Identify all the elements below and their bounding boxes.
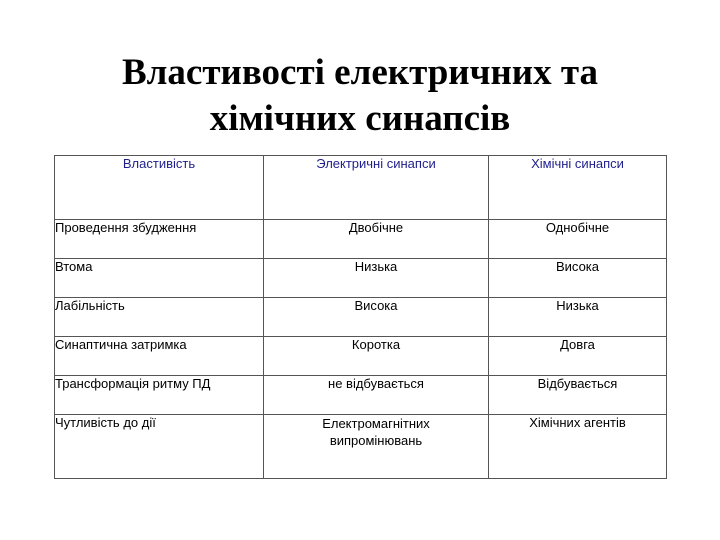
slide-title-line-1: Властивості електричних та	[121, 52, 599, 93]
cell-chemical: Низька	[489, 298, 667, 337]
cell-property: Проведення збудження	[55, 220, 264, 259]
cell-property: Трансформація ритму ПД	[55, 376, 264, 415]
header-property: Властивість	[55, 156, 264, 220]
header-electrical: Электричні синапси	[264, 156, 489, 220]
table-row	[55, 337, 667, 376]
cell-property: Чутливість до дії	[55, 415, 264, 479]
cell-chemical: Відбувається	[489, 376, 667, 415]
table-row	[55, 376, 667, 415]
table-header-row	[55, 156, 667, 220]
cell-electrical: Двобічне	[264, 220, 489, 259]
cell-property: Лабільність	[55, 298, 264, 337]
cell-chemical: Однобічне	[489, 220, 667, 259]
cell-electrical	[264, 415, 489, 479]
table-row	[55, 259, 667, 298]
table-row	[55, 415, 667, 479]
table-row	[55, 298, 667, 337]
cell-property: Синаптична затримка	[55, 337, 264, 376]
slide-title-line-2: хімічних синапсів	[209, 98, 511, 139]
cell-electrical: Коротка	[264, 337, 489, 376]
cell-chemical: Довга	[489, 337, 667, 376]
cell-chemical: Висока	[489, 259, 667, 298]
cell-chemical: Хімічних агентів	[489, 415, 667, 479]
cell-electrical: Низька	[264, 259, 489, 298]
table-row	[55, 220, 667, 259]
header-chemical: Хімічні синапси	[489, 156, 667, 220]
synapse-properties-table	[54, 155, 667, 479]
cell-property: Втома	[55, 259, 264, 298]
cell-electrical-text: Електромагнітних випромінювань	[322, 416, 430, 448]
cell-electrical: Висока	[264, 298, 489, 337]
slide-title	[0, 50, 720, 142]
cell-electrical: не відбувається	[264, 376, 489, 415]
